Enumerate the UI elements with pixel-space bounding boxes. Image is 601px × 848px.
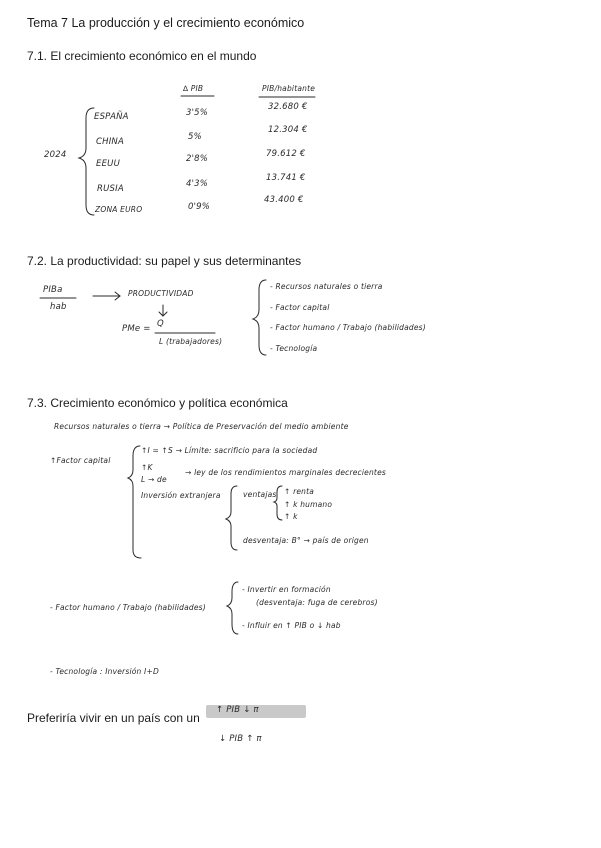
page-title: Tema 7 La producción y el crecimiento económico: [27, 16, 305, 30]
section-heading-7-1: 7.1. El crecimiento económico en el mundo: [27, 49, 257, 63]
per-capita-value: 79.612 €: [266, 149, 306, 159]
growth-value: 2'8%: [186, 154, 209, 164]
per-capita-value: 43.400 €: [264, 195, 304, 205]
question-text: Preferiría vivir en un país con un: [27, 711, 200, 725]
per-capita-value: 13.741 €: [266, 173, 306, 183]
country-label: CHINA: [96, 137, 125, 147]
factor-capital-item: ↑I = ↑S → Límite: sacrificio para la sociedad: [141, 446, 318, 455]
determinant-item: - Factor capital: [270, 303, 330, 312]
country-label: ESPAÑA: [94, 112, 129, 122]
fraction-denominator: hab: [50, 302, 67, 312]
determinant-item: - Factor humano / Trabajo (habilidades): [270, 323, 426, 332]
factor-capital-label: ↑Factor capital: [50, 456, 111, 465]
ventaja-item: ↑ renta: [284, 487, 315, 496]
fraction-numerator: PIBa: [43, 285, 63, 295]
factor-humano-label: - Factor humano / Trabajo (habilidades): [50, 603, 206, 612]
year-label: 2024: [44, 150, 67, 160]
ventaja-item: ↑ k humano: [284, 500, 333, 509]
growth-value: 5%: [188, 132, 202, 142]
col-header-growth: ∆ PIB: [183, 84, 204, 93]
determinant-item: - Tecnología: [270, 344, 318, 353]
growth-value: 3'5%: [186, 108, 209, 118]
pme-numerator: Q: [157, 319, 164, 329]
option-a: ↑ PIB ↓ π: [216, 705, 259, 715]
factor-capital-item: L → de: [141, 475, 167, 484]
factor-humano-item: - Invertir en formación: [242, 585, 331, 594]
growth-value: 0'9%: [188, 202, 211, 212]
growth-value: 4'3%: [186, 179, 209, 189]
tecnologia-label: - Tecnología : Inversión I+D: [50, 667, 159, 676]
per-capita-value: 12.304 €: [268, 125, 308, 135]
factor-capital-item: → ley de los rendimientos marginales decrecientes: [185, 468, 386, 477]
determinant-item: - Recursos naturales o tierra: [270, 282, 383, 291]
recursos-line: Recursos naturales o tierra → Política de Preservación del medio ambiente: [54, 422, 349, 431]
factor-humano-item: (desventaja: fuga de cerebros): [256, 598, 378, 607]
ventaja-item: ↑ k: [284, 512, 298, 521]
inversion-extranjera-label: Inversión extranjera: [141, 491, 221, 500]
section-heading-7-3: 7.3. Crecimiento económico y política económica: [27, 396, 288, 410]
pme-label: PMe =: [122, 324, 151, 334]
per-capita-value: 32.680 €: [268, 102, 308, 112]
col-header-per-capita: PIB/habitante: [262, 84, 316, 93]
country-label: RUSIA: [97, 184, 124, 194]
factor-capital-item: ↑K: [141, 463, 153, 472]
factor-humano-item: - Influir en ↑ PIB o ↓ hab: [242, 621, 341, 630]
pme-denominator: L (trabajadores): [159, 337, 223, 346]
country-label: EEUU: [96, 159, 120, 169]
country-label: ZONA EURO: [95, 205, 143, 214]
productividad-label: PRODUCTIVIDAD: [128, 289, 194, 298]
desventaja-label: desventaja: B° → país de origen: [243, 536, 369, 545]
ventajas-label: ventajas: [243, 490, 277, 499]
section-heading-7-2: 7.2. La productividad: su papel y sus determinantes: [27, 254, 302, 268]
option-b: ↓ PIB ↑ π: [219, 734, 262, 744]
